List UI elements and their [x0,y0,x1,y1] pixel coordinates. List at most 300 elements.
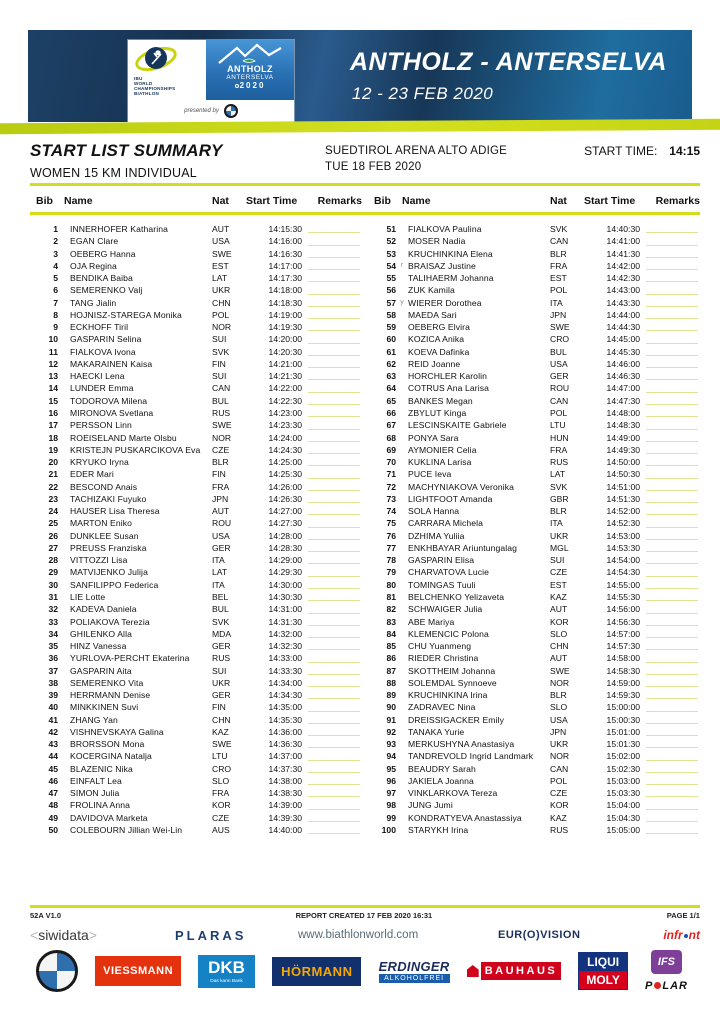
presented-by-strip [128,100,294,122]
start-time-value: 14:36:30 [268,739,302,750]
bib-color-marker [58,616,70,628]
table-row [30,346,362,358]
table-row [368,444,700,456]
athlete-name: TANG Jialin [70,297,117,308]
start-time-value: 15:01:30 [606,739,640,750]
bib-color-marker [58,542,70,554]
start-time-value: 14:45:00 [606,334,640,345]
start-time-value: 14:34:30 [268,690,302,701]
remarks-cell [302,787,362,799]
remarks-underline [308,343,360,344]
event-dates: 12 - 23 FEB 2020 [352,84,494,103]
remarks-underline [646,306,698,307]
remarks-underline [646,490,698,491]
start-time-value: 14:41:30 [606,248,640,259]
liqui-moly-logo [578,952,628,990]
remarks-cell [302,358,362,370]
bib-number: 52 [386,236,396,247]
bib-number: 97 [386,788,396,799]
start-time-value: 14:44:30 [606,322,640,333]
table-row [30,640,362,652]
remarks-underline [308,576,360,577]
nation-code: CAN [550,395,569,406]
start-time-value: 14:26:00 [268,481,302,492]
bib-number: 48 [48,800,58,811]
nation-code: CZE [550,567,568,578]
table-row [30,517,362,529]
table-row [30,407,362,419]
remarks-cell [640,714,700,726]
bib-color-marker [58,321,70,333]
bib-color-marker [396,493,408,505]
nation-code: RUS [550,825,569,836]
table-row [368,370,700,382]
remarks-cell [640,787,700,799]
table-row [368,432,700,444]
remarks-underline [646,232,698,233]
bib-number: 46 [48,775,58,786]
remarks-cell [302,640,362,652]
nation-code: USA [212,530,230,541]
bib-number: 30 [48,579,58,590]
start-time-value: 14:37:00 [268,751,302,762]
remarks-cell [640,591,700,603]
start-time-label: START TIME: [584,144,658,158]
remarks-underline [646,821,698,822]
table-row [368,505,700,517]
moly-text: MOLY [579,971,627,989]
antholz-logo-name: ANTHOLZ [227,64,273,74]
start-time-value: 14:25:30 [268,469,302,480]
athlete-name: BELCHENKO Yelizaveta [408,591,505,602]
bib-color-marker [396,223,408,235]
nation-code: GBR [550,493,569,504]
nation-code: LAT [550,469,566,480]
bib-color-marker: r [400,261,404,269]
start-time-value: 14:39:00 [268,800,302,811]
bib-color-marker [58,382,70,394]
athlete-name: JUNG Jumi [408,800,453,811]
start-time-value: 14:19:30 [268,322,302,333]
bib-color-marker [396,665,408,677]
remarks-underline [308,478,360,479]
athlete-name: HORCHLER Karolin [408,371,487,382]
report-version: 52A V1.0 [30,911,61,920]
table-row [30,652,362,664]
bib-color-marker [396,481,408,493]
table-row [368,456,700,468]
table-row [30,370,362,382]
bib-color-marker [58,566,70,578]
bib-number: 21 [48,469,58,480]
bib-color-marker [396,530,408,542]
bib-color-marker [396,812,408,824]
remarks-underline [646,637,698,638]
bib-number: 73 [386,493,396,504]
bib-number: 9 [53,322,58,333]
bib-color-marker [58,517,70,529]
nation-code: ITA [212,579,225,590]
footer-rule [30,905,700,908]
athlete-name: PREUSS Franziska [70,542,147,553]
bib-number: 45 [48,763,58,774]
start-time-value: 14:38:00 [268,775,302,786]
remarks-underline [308,514,360,515]
bib-color-marker [58,689,70,701]
table-row [30,223,362,235]
remarks-cell [302,726,362,738]
athlete-name: TANDREVOLD Ingrid Landmark [408,751,534,762]
nation-code: GER [212,641,231,652]
bib-color-marker [58,444,70,456]
athlete-name: HAUSER Lisa Theresa [70,506,160,517]
remarks-cell [640,775,700,787]
bib-color-marker [396,444,408,456]
bib-color-marker [396,554,408,566]
athlete-name: TALIHAERM Johanna [408,273,494,284]
bib-color-marker [58,272,70,284]
remarks-underline [646,588,698,589]
remarks-underline [308,367,360,368]
col-remarks: Remarks [655,194,700,207]
bib-number: 63 [386,371,396,382]
erdinger-text: ERDINGER [378,958,450,974]
nation-code: AUT [212,506,230,517]
column-headers-right [368,195,700,207]
nation-code: USA [550,358,568,369]
athlete-name: YURLOVA-PERCHT Ekaterina [70,653,190,664]
erdinger-subtext: ALKOHOLFREI [379,974,450,983]
athlete-name: OJA Regina [70,260,117,271]
dot-icon [235,84,239,88]
remarks-cell [302,321,362,333]
bib-color-marker [396,468,408,480]
bib-number: 12 [48,358,58,369]
remarks-underline [308,686,360,687]
start-time-value: 14:48:30 [606,420,640,431]
nation-code: CAN [550,236,569,247]
nation-code: AUT [212,224,230,234]
nation-code: CZE [212,444,230,455]
remarks-cell [302,616,362,628]
footer-partners [30,924,700,946]
nation-code: BUL [212,604,229,615]
table-row [30,616,362,628]
athlete-name: DUNKLEE Susan [70,530,139,541]
start-time-value: 14:28:00 [268,530,302,541]
bib-number: 71 [386,469,396,480]
bib-color-marker [396,763,408,775]
bib-number: 44 [48,751,58,762]
polar-text: LAR [662,980,688,992]
start-time-value: 14:31:30 [268,616,302,627]
bib-color-marker [58,554,70,566]
polar-text: P [645,980,654,992]
nation-code: CRO [550,334,570,345]
column-headers [30,189,700,212]
start-time-value: 14:56:30 [606,616,640,627]
bib-number: 51 [386,224,396,234]
table-row [368,640,700,652]
nation-code: SUI [212,371,227,382]
athlete-name: MOSER Nadia [408,236,466,247]
table-row [368,665,700,677]
bib-number: 1 [53,224,58,234]
bib-number: 4 [53,260,58,271]
bib-number: 40 [48,702,58,713]
remarks-cell [640,333,700,345]
start-time-value: 14:54:30 [606,567,640,578]
start-time-value: 14:42:30 [606,273,640,284]
remarks-cell [302,517,362,529]
ibu-line: IBU [134,76,143,81]
table-row [368,493,700,505]
nation-code: AUT [550,653,568,664]
table-row [368,591,700,603]
event-banner [28,30,692,122]
bib-number: 77 [386,542,396,553]
athlete-name: PUCE Ieva [408,469,452,480]
remarks-underline [308,600,360,601]
athlete-name: KADEVA Daniela [70,604,137,615]
start-time-value: 14:49:00 [606,432,640,443]
bib-color-marker [58,677,70,689]
remarks-underline [308,502,360,503]
athlete-name: MARTON Eniko [70,518,133,529]
table-row [30,309,362,321]
infront-text: nt [688,928,700,942]
table-row [368,554,700,566]
venue-block [325,143,507,175]
nation-code: GER [212,690,231,701]
nation-code: RUS [212,653,231,664]
eurovision-logo: EUR(O)VISION [498,929,581,941]
remarks-underline [308,245,360,246]
bib-color-marker [396,689,408,701]
remarks-cell [640,432,700,444]
bib-number: 80 [386,579,396,590]
table-row [30,812,362,824]
bib-color-marker [396,358,408,370]
bib-color-marker [396,714,408,726]
start-time-value: 14:45:30 [606,346,640,357]
start-time-value: 14:35:00 [268,702,302,713]
athlete-name: VITTOZZI Lisa [70,555,128,566]
nation-code: SWE [212,420,232,431]
remarks-cell [302,223,362,235]
athlete-name: ZUK Kamila [408,285,455,296]
remarks-cell [640,579,700,591]
table-row [30,248,362,260]
remarks-underline [646,833,698,834]
bib-color-marker [396,799,408,811]
remarks-cell [302,370,362,382]
remarks-cell [302,554,362,566]
table-row [30,530,362,542]
ibu-logo [128,40,206,100]
bib-color-marker [58,248,70,260]
start-time-value: 14:51:30 [606,493,640,504]
athlete-name: MAKARAINEN Kaisa [70,358,153,369]
nation-code: FRA [550,260,568,271]
bib-color-marker [58,432,70,444]
remarks-cell [640,321,700,333]
bib-color-marker [58,824,70,836]
start-time-value: 14:58:30 [606,665,640,676]
start-time-value: 14:43:30 [606,297,640,308]
bib-number: 78 [386,555,396,566]
bib-color-marker [396,419,408,431]
ibu-globe-skier-icon [134,42,178,76]
table-row [368,616,700,628]
remarks-underline [646,367,698,368]
nation-code: UKR [550,530,569,541]
athlete-name: KOCERGINA Natalja [70,751,152,762]
remarks-underline [646,649,698,650]
bib-color-marker [396,517,408,529]
start-time-value: 14:48:00 [606,407,640,418]
nation-code: CAN [212,383,231,394]
remarks-cell [640,517,700,529]
bib-color-marker [396,456,408,468]
remarks-cell [640,677,700,689]
remarks-cell [302,444,362,456]
polar-logo [645,980,688,992]
remarks-underline [646,392,698,393]
col-name: Name [64,194,93,207]
athlete-name: BENDIKA Baiba [70,273,133,284]
remarks-cell [640,542,700,554]
remarks-underline [646,404,698,405]
dkb-subtext: Das kann Bank [210,978,243,984]
remarks-underline [308,747,360,748]
remarks-cell [302,677,362,689]
nation-code: BLR [550,506,567,517]
nation-code: MGL [550,542,569,553]
table-row [30,824,362,836]
bib-number: 20 [48,457,58,468]
remarks-underline [308,429,360,430]
athlete-name: FIALKOVA Ivona [70,346,136,357]
bib-number: 100 [381,825,396,836]
athlete-name: LIGHTFOOT Amanda [408,493,493,504]
col-nat: Nat [212,194,229,207]
remarks-cell [302,468,362,480]
athlete-name: GHILENKO Alla [70,628,132,639]
remarks-underline [646,735,698,736]
table-row [30,542,362,554]
table-row [368,579,700,591]
nation-code: CZE [550,788,568,799]
table-row [368,395,700,407]
athlete-name: KRUCHINKINA Elena [408,248,493,259]
bib-number: 67 [386,420,396,431]
bib-color-marker [396,542,408,554]
column-headers-left [30,195,362,207]
start-time-value: 15:04:00 [606,800,640,811]
bib-color-marker [396,824,408,836]
start-time-value: 14:21:30 [268,371,302,382]
footer-meta [30,911,700,920]
bauhaus-text: BAUHAUS [481,962,562,980]
athlete-name: CHU Yuanmeng [408,641,472,652]
remarks-cell [302,689,362,701]
remarks-cell [302,272,362,284]
remarks-underline [308,760,360,761]
athlete-name: DREISSIGACKER Emily [408,714,504,725]
bib-number: 58 [386,309,396,320]
bib-number: 56 [386,285,396,296]
table-row [368,714,700,726]
bmw-logo-icon [36,950,78,992]
start-time-value: 14:24:30 [268,444,302,455]
remarks-cell [302,566,362,578]
nation-code: FIN [212,702,226,713]
start-time-value: 14:33:30 [268,665,302,676]
start-time-value: 14:57:00 [606,628,640,639]
remarks-cell [302,235,362,247]
nation-code: SLO [550,702,568,713]
remarks-cell [640,346,700,358]
bib-number: 61 [386,346,396,357]
table-row [368,787,700,799]
table-row [30,493,362,505]
remarks-underline [308,527,360,528]
remarks-underline [646,809,698,810]
start-time-value: 14:54:00 [606,555,640,566]
athlete-name: AYMONIER Celia [408,444,477,455]
remarks-underline [308,306,360,307]
nation-code: BUL [550,346,567,357]
nation-code: NOR [550,677,570,688]
nation-code: JPN [550,309,567,320]
nation-code: KOR [550,616,569,627]
remarks-underline [308,257,360,258]
remarks-cell [640,309,700,321]
athlete-name: HAECKI Lena [70,371,125,382]
nation-code: BLR [550,248,567,259]
table-row [30,284,362,296]
nation-code: FRA [212,788,230,799]
table-column-left [30,223,362,836]
bib-number: 2 [53,236,58,247]
nation-code: LTU [550,420,566,431]
table-row [30,272,362,284]
bib-number: 89 [386,690,396,701]
bib-color-marker [58,652,70,664]
table-row [368,235,700,247]
nation-code: KOR [212,800,231,811]
remarks-cell [640,530,700,542]
bib-number: 70 [386,457,396,468]
nation-code: SUI [550,555,565,566]
table-row [368,223,700,235]
col-start-time: Start Time [246,194,298,207]
col-bib: Bib [36,194,53,207]
bib-number: 5 [53,273,58,284]
start-time-value: 15:02:00 [606,751,640,762]
table-row [368,763,700,775]
athlete-name: DAVIDOVA Marketa [70,812,148,823]
bib-number: 3 [53,248,58,259]
mountains-icon [215,43,285,65]
bib-number: 98 [386,800,396,811]
nation-code: KAZ [212,726,229,737]
bib-number: 81 [386,591,396,602]
bib-color-marker [58,235,70,247]
plaras-logo: PLARAS [175,927,247,943]
bib-color-marker [396,726,408,738]
